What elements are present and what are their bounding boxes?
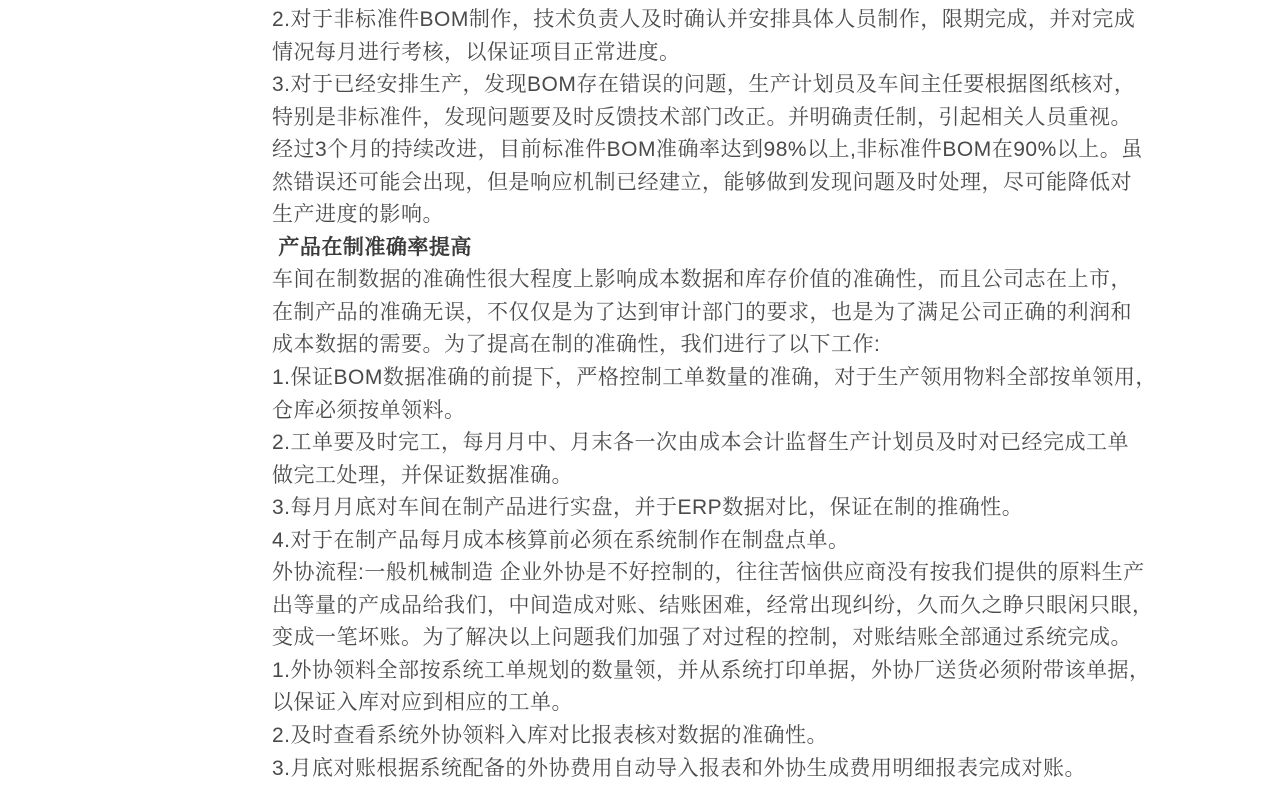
- text-line: 1.外协领料全部按系统工单规划的数量领，并从系统打印单据，外协厂送货必须附带该单据，: [272, 658, 1151, 682]
- text-line: 2.及时查看系统外协领料入库对比报表核对数据的准确性。: [272, 724, 829, 748]
- text-line: 经过3个月的持续改进，目前标准件BOM准确率达到98%以上,非标准件BOM在90%以上。虽: [272, 138, 1143, 162]
- text-line: 2.对于非标准件BOM制作，技术负责人及时确认并安排具体人员制作，限期完成，并对完成: [272, 8, 1136, 31]
- text-line: 2.工单要及时完工，每月月中、月末各一次由成本会计监督生产计划员及时对已经完成工单: [272, 431, 1130, 455]
- text-line: 以保证入库对应到相应的工单。: [272, 691, 573, 715]
- text-line: 在制产品的准确无误，不仅仅是为了达到审计部门的要求，也是为了满足公司正确的利润和: [272, 300, 1132, 324]
- text-line: 生产进度的影响。: [272, 203, 444, 227]
- text-line: 1.保证BOM数据准确的前提下，严格控制工单数量的准确，对于生产领用物料全部按单领用，: [272, 366, 1157, 390]
- text-line: 车间在制数据的准确性很大程度上影响成本数据和库存价值的准确性，而且公司志在上市，: [272, 268, 1132, 292]
- text-line: 成本数据的需要。为了提高在制的准确性，我们进行了以下工作:: [272, 333, 881, 357]
- section-heading: 产品在制准确率提高: [272, 235, 472, 259]
- text-line: 4.对于在制产品每月成本核算前必须在系统制作在制盘点单。: [272, 528, 850, 552]
- text-line: 做完工处理，并保证数据准确。: [272, 463, 573, 487]
- text-line: 情况每月进行考核，以保证项目正常进度。: [272, 40, 681, 64]
- text-line: 然错误还可能会出现，但是响应机制已经建立，能够做到发现问题及时处理，尽可能降低对: [272, 170, 1132, 194]
- text-line: 3.每月月底对车间在制产品进行实盘，并于ERP数据对比，保证在制的推确性。: [272, 496, 1024, 520]
- text-line: 变成一笔坏账。为了解决以上问题我们加强了对过程的控制，对账结账全部通过系统完成。: [272, 626, 1132, 650]
- text-line: 出等量的产成品给我们，中间造成对账、结账困难，经常出现纠纷，久而久之睁只眼闲只眼，: [272, 593, 1154, 617]
- text-line: 3.对于已经安排生产，发现BOM存在错误的问题，生产计划员及车间主任要根据图纸核对，: [272, 73, 1136, 97]
- text-line: 特别是非标准件，发现问题要及时反馈技术部门改正。并明确责任制，引起相关人员重视。: [272, 105, 1132, 129]
- text-line: 3.月底对账根据系统配备的外协费用自动导入报表和外协生成费用明细报表完成对账。: [272, 756, 1087, 780]
- text-column: [272, 4, 1232, 785]
- text-line: 外协流程:一般机械制造 企业外协是不好控制的，往往苦恼供应商没有按我们提供的原料生产: [272, 561, 1145, 585]
- text-line: 仓库必须按单领料。: [272, 398, 466, 422]
